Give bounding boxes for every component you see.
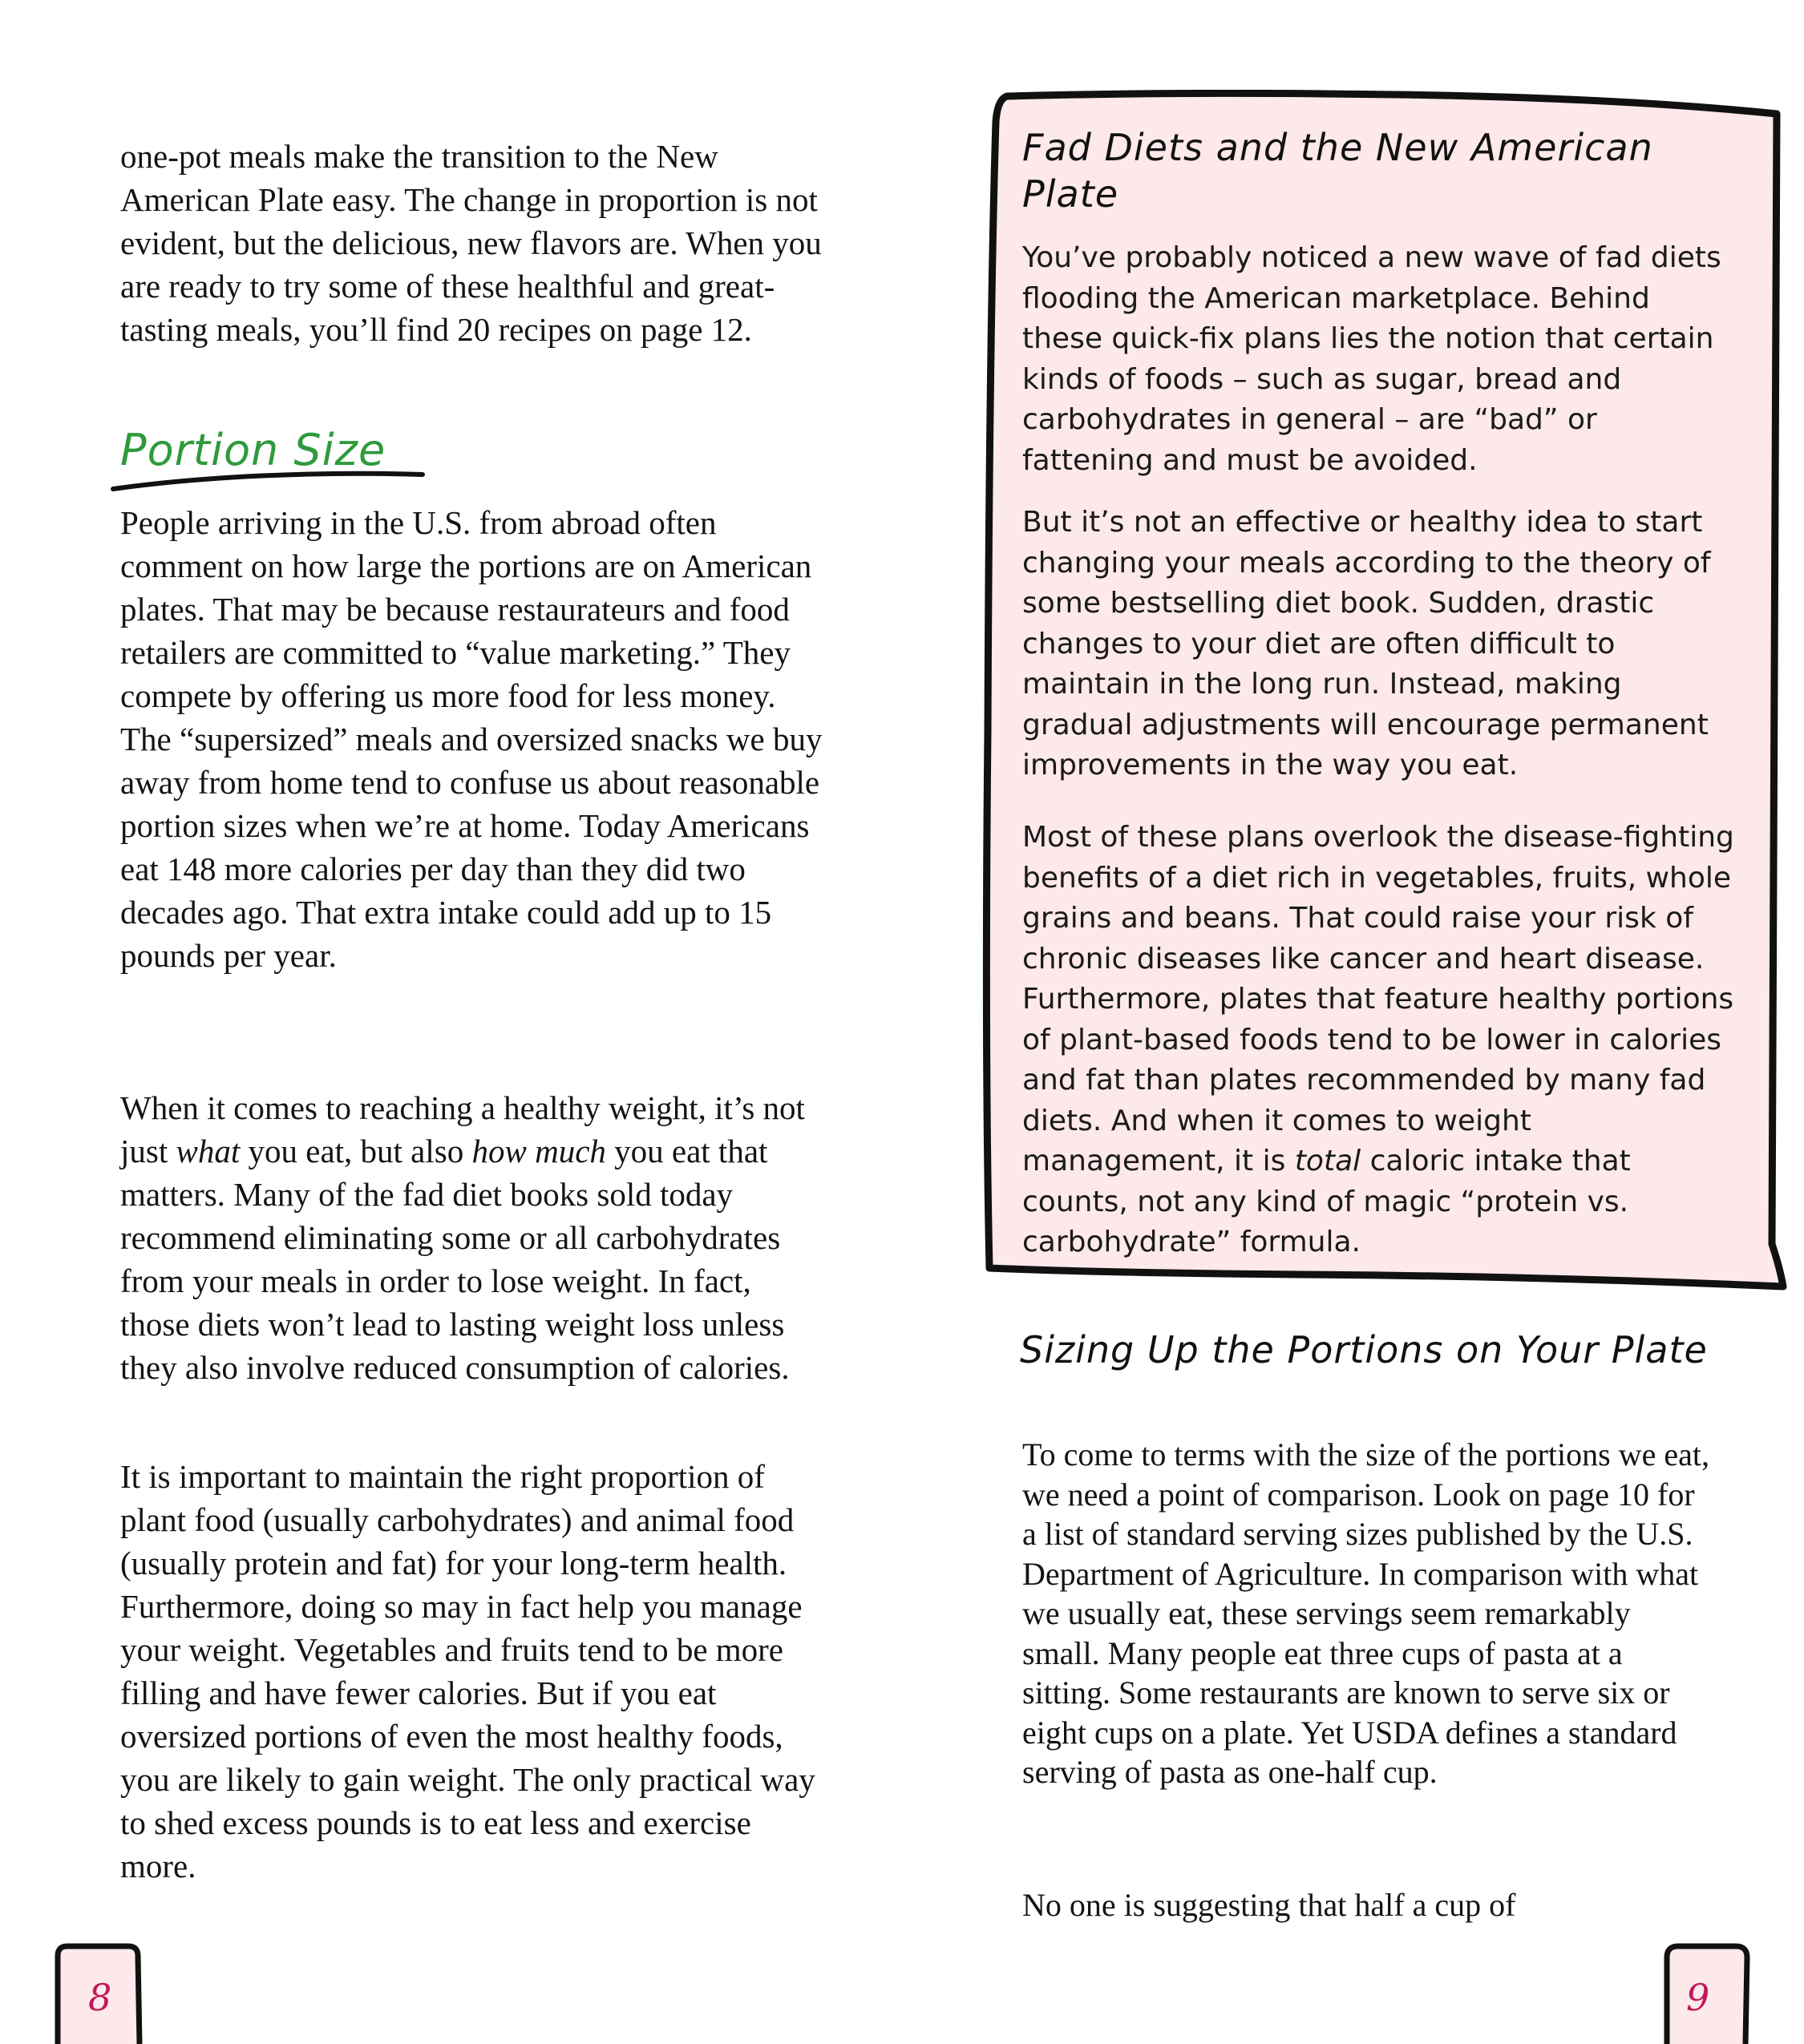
sizing-paragraph-2: No one is suggesting that half a cup of [1022, 1887, 1516, 1923]
emphasis-how-much: how much [471, 1133, 606, 1169]
portion-paragraph-3: It is important to maintain the right proportion of plant food (usually carbohydrates) and animal food (usually protein and fat) for your long-term health. Furthermore, doing so may in fact help you manage your weight. Vegetables and fruits tend to be more filling and have fewer calories. But if you eat oversized portions of even the most healthy foods, you are likely to gain weight. The only practical way to shed excess pounds is to eat less and exercise more. [120, 1458, 815, 1884]
portion-size-heading: Portion Size [120, 425, 386, 475]
emphasis-total: total [1294, 1145, 1361, 1178]
portion-paragraph-2: When it comes to reaching a healthy weight, it’s not just what you eat, but also how much you eat that matters. Many of the fad diet books sold today recommend eliminating some or all carbohydrates from your meals in order to lose weight. In fact, those diets won’t lead to lasting weight loss unless they also involve reduced consumption of calories. [120, 1089, 805, 1386]
sizing-paragraph-1: To come to terms with the size of the portions we eat, we need a point of comparison. Look on page 10 for a list of standard serving sizes published by the U.S. Department of Agriculture. In comparison with what we usually eat, these servings seem remarkably small. Many people eat three cups of pasta at a sitting. Some restaurants are known to serve six or eight cups on a plate. Yet USDA defines a standard serving of pasta as one-half cup. [1022, 1436, 1709, 1790]
fad-paragraph-2: But it’s not an effective or healthy idea to start changing your meals according to the theory of some bestselling diet book. Sudden, drastic changes to your diet are often difficult to maintain in the long run. Instead, making gradual adjustments will encourage permanent improvements in the way you eat. [1022, 506, 1711, 782]
fad-paragraph-3: Most of these plans overlook the disease-fighting benefits of a diet rich in vegetables, fruits, whole grains and beans. That could raise your risk of chronic diseases like cancer and heart disease. Furthermore, plates that feature healthy portions of plant-based foods tend to be lower in calories and fat than plates recommended by many fad diets. And when it comes to weight management, it is total caloric intake that counts, not any kind of magic “protein vs. carbohydrate” formula. [1022, 821, 1734, 1258]
emphasis-what: what [176, 1133, 241, 1169]
intro-paragraph: one-pot meals make the transition to the New American Plate easy. The change in proportion is not evident, but the delicious, new flavors are. When you are ready to try some of these healthful and great-tasting meals, you’ll find 20 recipes on page 12. [120, 138, 822, 348]
fad-diets-title: Fad Diets and the New American Plate [1022, 126, 1653, 216]
page-number-right: 9 [1686, 1976, 1710, 2019]
page-number-left: 8 [88, 1976, 112, 2019]
sizing-up-title: Sizing Up the Portions on Your Plate [1020, 1328, 1708, 1371]
heading-underline [108, 465, 445, 497]
portion-paragraph-1: People arriving in the U.S. from abroad often comment on how large the portions are on American plates. That may be because restaurateurs and food retailers are committed to “value marketing.” They compete by offering us more food for less money. The “supersized” meals and oversized snacks we buy away from home tend to confuse us about reasonable portion sizes when we’re at home. Today Americans eat 148 more calories per day than they did two decades ago. That extra intake could add up to 15 pounds per year. [120, 504, 823, 974]
fad-paragraph-1: You’ve probably noticed a new wave of fad diets flooding the American marketplace. Behind these quick-fix plans lies the notion that certain kinds of foods – such as sugar, bread and carbohydrates in general – are “bad” or fattening and must be avoided. [1022, 241, 1721, 477]
